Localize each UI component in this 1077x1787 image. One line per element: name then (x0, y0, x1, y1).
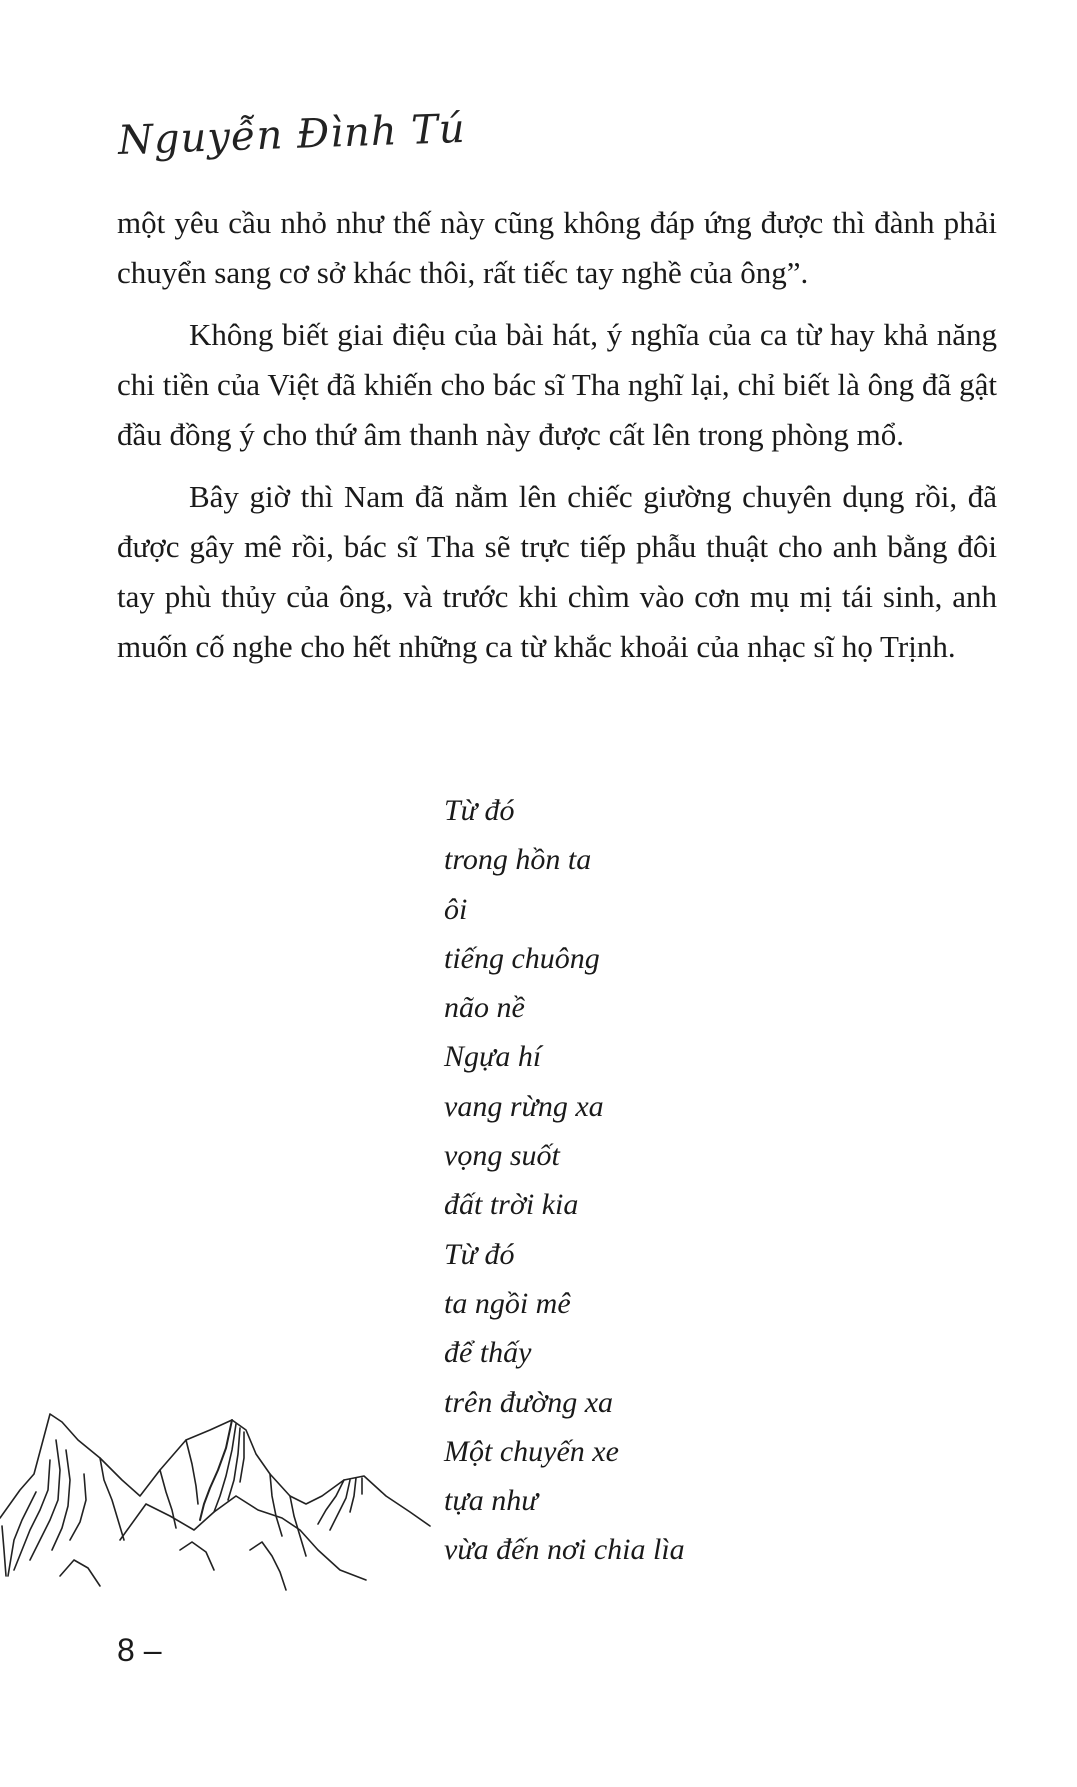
lyric-line: ôi (444, 892, 468, 926)
song-lyrics (444, 786, 685, 1575)
paragraph: Bây giờ thì Nam đã nằm lên chiếc giường chuyên dụng rồi, đã được gây mê rồi, bác sĩ Tha sẽ trực tiếp phẫu thuật cho anh bằng đôi tay phù thủy của ông, và trước khi chìm vào cơn mụ mị tái sinh, anh muốn cố nghe cho hết những ca từ khắc khoải của nhạc sĩ họ Trịnh. (117, 479, 997, 664)
page-number: 8 – (117, 1632, 162, 1668)
lyric-line: vừa đến nơi chia lìa (444, 1533, 685, 1567)
mountain-range-sketch-icon (0, 1400, 460, 1600)
lyric-line: tựa như (444, 1484, 538, 1518)
body-text (117, 198, 997, 684)
lyric-line: vọng suốt (444, 1139, 560, 1173)
lyric-line: não nề (444, 991, 525, 1025)
paragraph-continuation: một yêu cầu nhỏ như thế này cũng không đáp ứng được thì đành phải chuyển sang cơ sở khác thôi, rất tiếc tay nghề của ông”. (117, 205, 997, 290)
lyric-line: trên đường xa (444, 1385, 614, 1419)
author-signature: Nguyễn Đình Tú (117, 105, 467, 164)
lyric-line: Ngựa hí (444, 1040, 542, 1074)
lyric-line: vang rừng xa (444, 1089, 604, 1123)
lyric-line: Từ đó (444, 794, 515, 827)
lyric-line: tiếng chuông (444, 941, 600, 975)
lyric-line: ta ngồi mê (444, 1286, 571, 1320)
lyric-line: trong hồn ta (444, 843, 592, 877)
lyric-line: Một chuyến xe (444, 1434, 619, 1468)
lyric-line: để thấy (444, 1336, 532, 1370)
lyric-line: Từ đó (444, 1237, 515, 1271)
lyric-line: đất trời kia (444, 1188, 579, 1222)
paragraph: Không biết giai điệu của bài hát, ý nghĩa của ca từ hay khả năng chi tiền của Việt đã khiến cho bác sĩ Tha nghĩ lại, chỉ biết là ông đã gật đầu đồng ý cho thứ âm thanh này được cất lên trong phòng mổ. (117, 317, 997, 452)
